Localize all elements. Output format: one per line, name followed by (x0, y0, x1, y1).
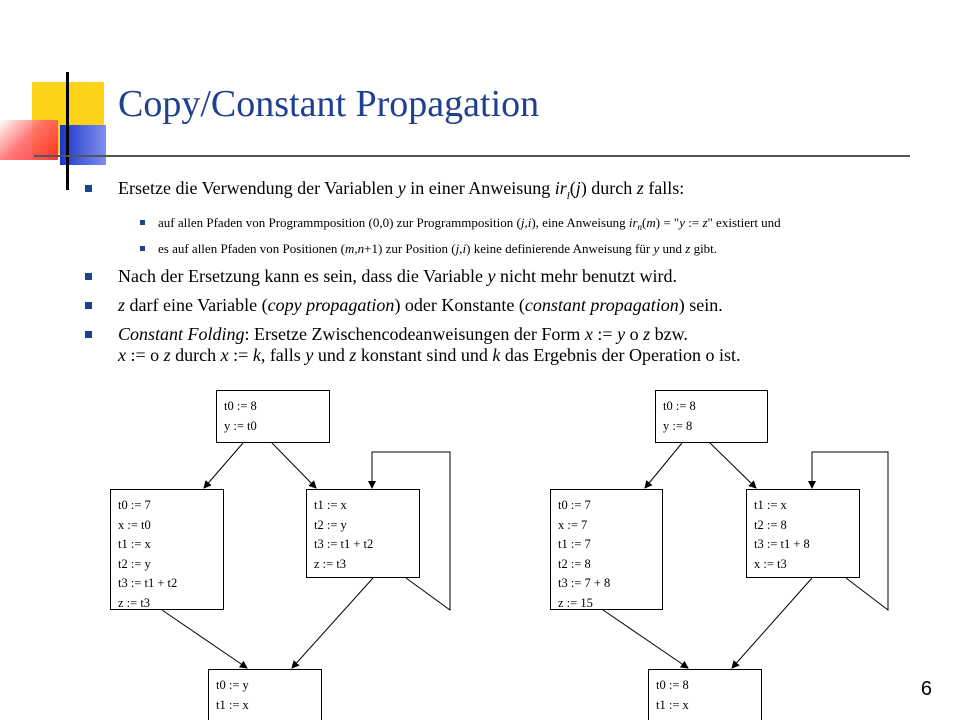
left-graph-top-block: t0 := 8 y := t0 (216, 390, 330, 443)
right-graph-top-block: t0 := 8 y := 8 (655, 390, 768, 443)
right-graph-right-block: t1 := x t2 := 8 t3 := t1 + 8 x := t3 (746, 489, 860, 578)
edge-left-right-to-bottom (292, 578, 373, 668)
right-graph-left-block: t0 := 7 x := 7 t1 := 7 t2 := 8 t3 := 7 + 8 z := 15 (550, 489, 663, 610)
edge-right-top-to-left (645, 443, 682, 488)
slide-title: Copy/Constant Propagation (118, 83, 540, 125)
edge-left-left-to-bottom (162, 610, 247, 668)
bullet-1: Ersetze die Verwendung der Variablen y in einer Anweisung $ir_l(j)$ durch z falls: (85, 178, 935, 207)
edge-left-top-to-left (204, 443, 243, 488)
edge-right-left-to-bottom (603, 610, 688, 668)
edge-right-top-to-right (710, 443, 756, 488)
left-graph-right-block: t1 := x t2 := y t3 := t1 + t2 z := t3 (306, 489, 420, 578)
left-graph-left-block: t0 := 7 x := t0 t1 := x t2 := y t3 := t1 + t2 z := t3 (110, 489, 224, 610)
left-graph-bottom-block: t0 := y t1 := x (208, 669, 322, 720)
right-graph-bottom-block: t0 := 8 t1 := x (648, 669, 762, 720)
page-number: 6 (920, 678, 932, 700)
edge-right-right-to-bottom (732, 578, 812, 668)
bullet-3: z darf eine Variable (copy propagation) oder Konstante (constant propagation) sein. (85, 295, 935, 316)
edge-left-top-to-right (272, 443, 316, 488)
bullet-4: Constant Folding: Ersetze Zwischencodeanweisungen der Form x := y o z bzw. x := o z durch x := k, falls y und z konstant sind und k das Ergebnis der Operation o ist. (85, 324, 935, 366)
sub-bullet-1: auf allen Pfaden von Programmposition (0,0) zur Programmposition (j,i), eine Anweisung $ir_n(m)$ = "y := z" existiert und (140, 215, 923, 236)
sub-bullet-2: es auf allen Pfaden von Positionen (m,n+1) zur Position (j,i) keine definierende Anweisung für y und z gibt. (140, 241, 923, 256)
bullet-2: Nach der Ersetzung kann es sein, dass die Variable y nicht mehr benutzt wird. (85, 266, 935, 287)
